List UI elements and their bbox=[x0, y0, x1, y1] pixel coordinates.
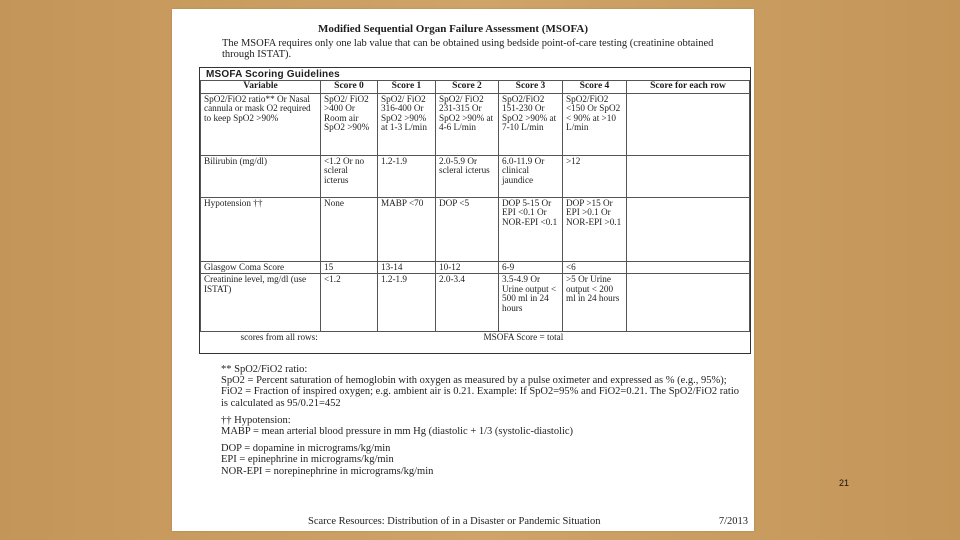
table-row bbox=[201, 155, 750, 197]
row-score-2: 2.0-3.4 bbox=[436, 274, 499, 332]
note-spo2-body: SpO2 = Percent saturation of hemoglobin with oxygen as measured by a pulse oximeter and expressed as % (e.g., 95%); FiO2 = Fraction of inspired oxygen; e.g. ambient air is 0.21. Example: If SpO2=95% and FiO2=0.21. The SpO2/FiO2 ratio is calculated as 95/0.21=452 bbox=[221, 375, 740, 409]
row-score-3: SpO2/FiO2 151-230 Or SpO2 >90% at 7-10 L/min bbox=[499, 93, 563, 155]
header-score-1: Score 1 bbox=[378, 81, 436, 94]
row-score-0: SpO2/ FiO2 >400 Or Room air SpO2 >90% bbox=[321, 93, 378, 155]
scoring-table-box bbox=[199, 67, 751, 354]
row-score-1: 1.2-1.9 bbox=[378, 274, 436, 332]
row-score-1: 13-14 bbox=[378, 261, 436, 274]
row-score-2: DOP <5 bbox=[436, 197, 499, 261]
row-score-total bbox=[627, 274, 750, 332]
row-variable: Bilirubin (mg/dl) bbox=[201, 155, 321, 197]
row-score-4: >5 Or Urine output < 200 ml in 24 hours bbox=[563, 274, 627, 332]
table-header-row bbox=[201, 81, 750, 94]
row-score-4: DOP >15 Or EPI >0.1 Or NOR-EPI >0.1 bbox=[563, 197, 627, 261]
header-score-0: Score 0 bbox=[321, 81, 378, 94]
row-score-3: DOP 5-15 Or EPI <0.1 Or NOR-EPI <0.1 bbox=[499, 197, 563, 261]
row-variable: Creatinine level, mg/dl (use ISTAT) bbox=[201, 274, 321, 332]
page-footer-date: 7/2013 bbox=[718, 516, 748, 527]
row-score-1: 1.2-1.9 bbox=[378, 155, 436, 197]
row-score-0: 15 bbox=[321, 261, 378, 274]
row-score-total bbox=[627, 155, 750, 197]
page-footer-source: Scarce Resources: Distribution of in a Disaster or Pandemic Situation bbox=[308, 516, 601, 527]
row-score-3: 3.5-4.9 Or Urine output < 500 ml in 24 hours bbox=[499, 274, 563, 332]
row-score-4: >12 bbox=[563, 155, 627, 197]
table-row bbox=[201, 197, 750, 261]
note-hypotension-body: MABP = mean arterial blood pressure in mm Hg (diastolic + 1/3 (systolic-diastolic) bbox=[221, 426, 574, 438]
row-score-total bbox=[627, 93, 750, 155]
header-score-3: Score 3 bbox=[499, 81, 563, 94]
row-score-4: SpO2/FiO2 <150 Or SpO2 < 90% at >10 L/min bbox=[563, 93, 627, 155]
table-row bbox=[201, 274, 750, 332]
row-score-total bbox=[627, 261, 750, 274]
row-variable: Hypotension †† bbox=[201, 197, 321, 261]
row-score-3: 6.0-11.9 Or clinical jaundice bbox=[499, 155, 563, 197]
footnotes bbox=[221, 364, 741, 477]
abbr-epi: EPI = epinephrine in micrograms/kg/min bbox=[221, 454, 394, 466]
row-score-0: <1.2 bbox=[321, 274, 378, 332]
row-score-0: <1.2 Or no scleral icterus bbox=[321, 155, 378, 197]
header-variable: Variable bbox=[201, 81, 321, 94]
document-page bbox=[172, 9, 754, 531]
table-row bbox=[201, 261, 750, 274]
row-variable: SpO2/FiO2 ratio** Or Nasal cannula or mask O2 required to keep SpO2 >90% bbox=[201, 93, 321, 155]
row-score-4: <6 bbox=[563, 261, 627, 274]
row-variable: Glasgow Coma Score bbox=[201, 261, 321, 274]
table-row bbox=[201, 93, 750, 155]
note-hypotension-heading: †† Hypotension: bbox=[221, 414, 291, 426]
header-score-2: Score 2 bbox=[436, 81, 499, 94]
abbr-nor-epi: NOR-EPI = norepinephrine in micrograms/kg/min bbox=[221, 465, 434, 477]
header-row-score: Score for each row bbox=[627, 81, 750, 94]
row-score-1: MABP <70 bbox=[378, 197, 436, 261]
row-score-total bbox=[627, 197, 750, 261]
row-score-2: 2.0-5.9 Or scleral icterus bbox=[436, 155, 499, 197]
row-score-3: 6-9 bbox=[499, 261, 563, 274]
page-footer bbox=[308, 516, 748, 527]
row-score-1: SpO2/ FiO2 316-400 Or SpO2 >90% at 1-3 L/min bbox=[378, 93, 436, 155]
header-score-4: Score 4 bbox=[563, 81, 627, 94]
table-title: MSOFA Scoring Guidelines bbox=[206, 69, 340, 80]
slide-number: 21 bbox=[839, 478, 850, 488]
msofa-table bbox=[200, 80, 750, 344]
row-score-0: None bbox=[321, 197, 378, 261]
intro-text: The MSOFA requires only one lab value that can be obtained using bedside point-of-care testing (creatinine obtained through ISTAT). bbox=[222, 38, 714, 60]
document-title: Modified Sequential Organ Failure Assessment (MSOFA) bbox=[318, 23, 589, 35]
footer-right-label: MSOFA Score = total bbox=[436, 332, 750, 344]
footer-left-label: scores from all rows: bbox=[201, 332, 436, 344]
row-score-2: 10-12 bbox=[436, 261, 499, 274]
abbr-dop: DOP = dopamine in micrograms/kg/min bbox=[221, 443, 391, 455]
note-spo2-heading: ** SpO2/FiO2 ratio: bbox=[221, 364, 308, 375]
row-score-2: SpO2/ FiO2 231-315 Or SpO2 >90% at 4-6 L/min bbox=[436, 93, 499, 155]
table-footer-row bbox=[201, 332, 750, 344]
